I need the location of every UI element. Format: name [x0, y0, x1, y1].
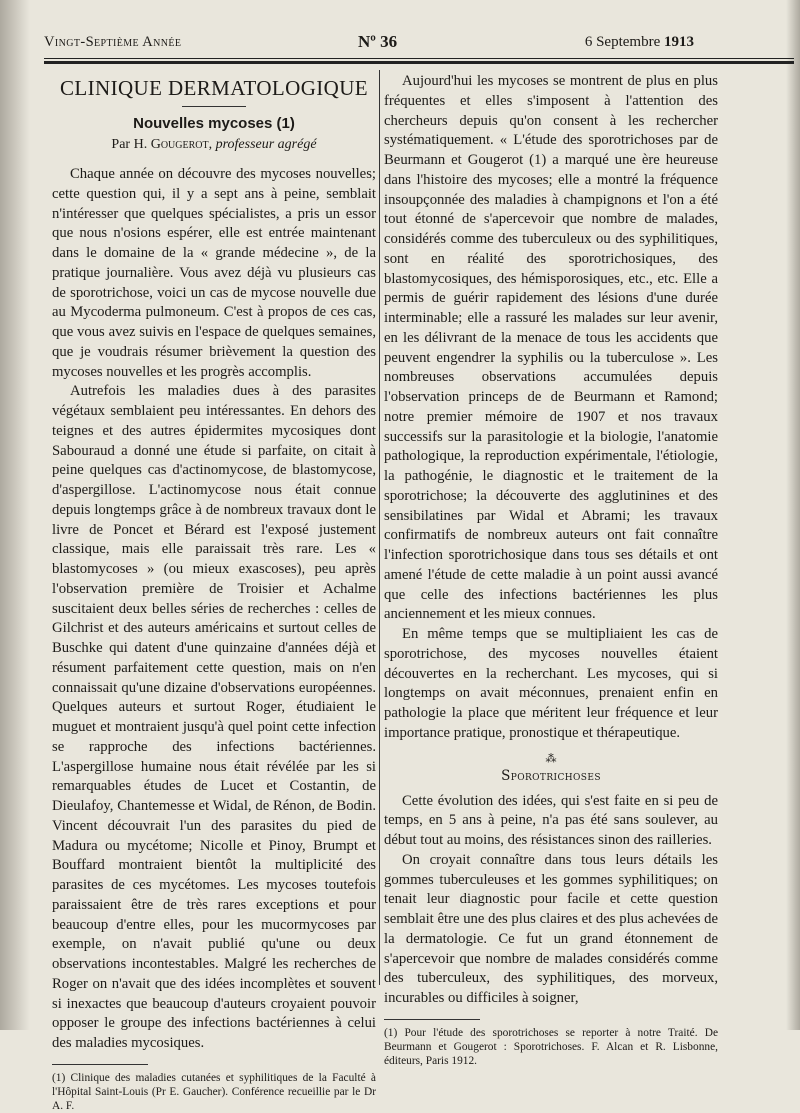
byline-par: Par H.: [111, 137, 148, 152]
right-column: [384, 72, 718, 1068]
header-rule-thin: [44, 58, 794, 59]
section-heading: CLINIQUE DERMATOLOGIQUE: [59, 76, 369, 100]
page-edge-shadow-right: [786, 0, 800, 1030]
issue-date-day-month: 6 Septembre: [584, 34, 661, 50]
paragraph-history: Autrefois les maladies dues à des parasites végétaux semblaient peu intéressantes. En dehors des teignes et des autres épidermites mycosiques dont Sabouraud a donné une étude si parfaite, on citait à peine quelques cas d'actinomycose, de blastomycose, d'aspergillose. L'actinomycose nous était connue depuis longtemps grâce à de nombreux travaux dont le livre de Poncet et Bérard est l'exposé justement classique, mais elle paraissait très rare. Les « blastomycoses » (ou mieux exascoses), peu après l'observation première de Troisier et Achalme suscitaient deux belles séries de recherches : celles de Gilchrist et des auteurs américains et surtout celles de Buschke qui datent d'une quinzaine d'années déjà et résument parfaitement cette question, mais on n'en connaissait qu'une dizaine d'observations européennes. Quelques auteurs et surtout Roger, étudiaient le muguet et montraient jusqu'à quel point cette infection se rapproche des infections bactériennes. L'aspergillose humaine nous était révélée par les si remarquables études de Lucet et Costantin, de Dieulafoy, Chantemesse et Widal, de Rénon, de Bodin. Vincent découvrait l'un des parasites du pied de Madura ou mycétome; Nicolle et Pinoy, Brumpt et Bouffard montraient bientôt la multiplicité des parasites de ces mycétomes. Les mycoses toutefois paraissaient être de très rares exceptions et pour beaucoup d'entre elles, pour les mucormycoses par exemple, on n'avait publié qu'une ou deux observations incontestables. Malgré les recherches de Roger on n'avait que des idées incomplètes et souvent si inexactes que beaucoup d'auteurs croyaient pouvoir opposer le groupe des infections bactériennes à celui des maladies mycosiques.: [52, 383, 376, 1051]
paragraph-intro: Chaque année on découvre des mycoses nouvelles; cette question qui, il y a sept ans à peine, semblait n'intéresser que quelques spécialistes, a pris un essor que nous n'osions espérer, elle est entrée maintenant dans le domaine de la « grande médecine », de la pratique journalière. Vous avez déjà vu plusieurs cas de sporotrichose, voici un cas de mycose nouvelle due au Mycoderma pulmoneum. C'est à propos de ces cas, que vous avez suivis en l'espace de quelques semaines, que je voudrais résumer brièvement la question des mycoses nouvelles et les progrès accomplis.: [52, 166, 376, 380]
column-divider: [379, 70, 380, 985]
paragraph-today: Aujourd'hui les mycoses se montrent de plus en plus fréquentes et elles s'imposent à l'attention des chercheurs depuis qu'on consent à les rechercher systématiquement. « L'étude des sporotrichoses par de Beurmann et Gougerot (1) a marqué une ère heureuse dans l'histoire des mycoses; elle a montré la fréquence insoupçonnée des maladies à champignons et l'on a été tout étonné de s'apercevoir que nombre de malades, considérés comme des tuberculeux ou des syphilitiques, sont en réalité des sporotrichosiques, des blastomycosiques, des hémisporosiques, etc., etc. Elle a permis de guérir rapidement des lésions d'une durée interminable; elle a rassuré les malades sur leur avenir, en les délivrant de la menace de tous les accidents que peuvent engendrer la syphilis ou la tuberculose ». Les nombreuses observations accumulées depuis l'observation princeps de de Beurmann et Ramond; notre premier mémoire de 1907 et nos travaux successifs sur la parasitologie et la biologie, l'anatomie pathologique, la reproduction expérimentale, l'étiologie, la pathogénie, le diagnostic et le traitement de la sporotrichose; la découverte des agglutinines et des sensibilatines par Widal et Abrami; les travaux confirmatifs de nombreux auteurs ont fait connaître l'infection sporotrichosique dans tous ses détails et ont amené l'étude de cette maladie à un point aussi avancé que celle des infections bactériennes les plus anciennement et les mieux connues.: [384, 73, 718, 623]
running-header: [44, 34, 694, 54]
page-edge-shadow-left: [0, 0, 30, 1030]
paragraph-new-mycoses: En même temps que se multipliaient les cas de sporotrichose, des mycoses nouvelles étaient découvertes en la recherchant. Les mycoses, qui si longtemps on avait méconnues, prenaient enfin en pathologie la place que méritent leur fréquence et leur importance pratique, pronostique et thérapeutique.: [384, 626, 718, 741]
title-rule: [182, 106, 246, 107]
footnote-rule-right: [384, 1019, 480, 1020]
byline: [52, 137, 376, 157]
left-column: [52, 72, 376, 1113]
volume-label: Vingt-Septième Année: [44, 34, 182, 50]
footnote-rule-left: [52, 1064, 148, 1065]
author-role: professeur agrégé: [215, 137, 317, 152]
asterism-ornament: ⁂: [545, 751, 557, 765]
article-title: Nouvelles mycoses (1): [133, 115, 295, 132]
subsection-heading: Sporotrichoses: [501, 767, 601, 784]
footnote-right: (1) Pour l'étude des sporotrichoses se reporter à notre Traité. De Beurmann et Gougerot : Sporotrichoses. F. Alcan et R. Lisbonne, éditeurs, Paris 1912.: [384, 1026, 718, 1067]
issue-date: [585, 34, 694, 51]
issue-date-year: 1913: [664, 34, 694, 50]
header-rule-thick: [44, 61, 794, 64]
paragraph-evolution: Cette évolution des idées, qui s'est faite en si peu de temps, en 5 ans à peine, n'a pas été sans soulever, au début tout au moins, des résistances sinon des railleries.: [384, 792, 718, 848]
footnote-left: (1) Clinique des maladies cutanées et syphilitiques de la Faculté à l'Hôpital Saint-Louis (Pr E. Gaucher). Conférence recueillie par le Dr A. F.: [52, 1071, 376, 1112]
issue-number: Nº 36: [358, 32, 398, 51]
author-name: Gougerot,: [150, 137, 213, 152]
paragraph-gommes: On croyait connaître dans tous leurs détails les gommes tuberculeuses et les gommes syphilitiques; on tenait leur diagnostic pour facile et cette question semblait être une des plus claires et des plus achevées de la dermatologie. Ce fut un grand étonnement de s'apercevoir que nombre de malades considérés comme des tuberculeux, des syphilitiques, des morveux, incurables ou difficiles à soigner,: [384, 851, 718, 1006]
